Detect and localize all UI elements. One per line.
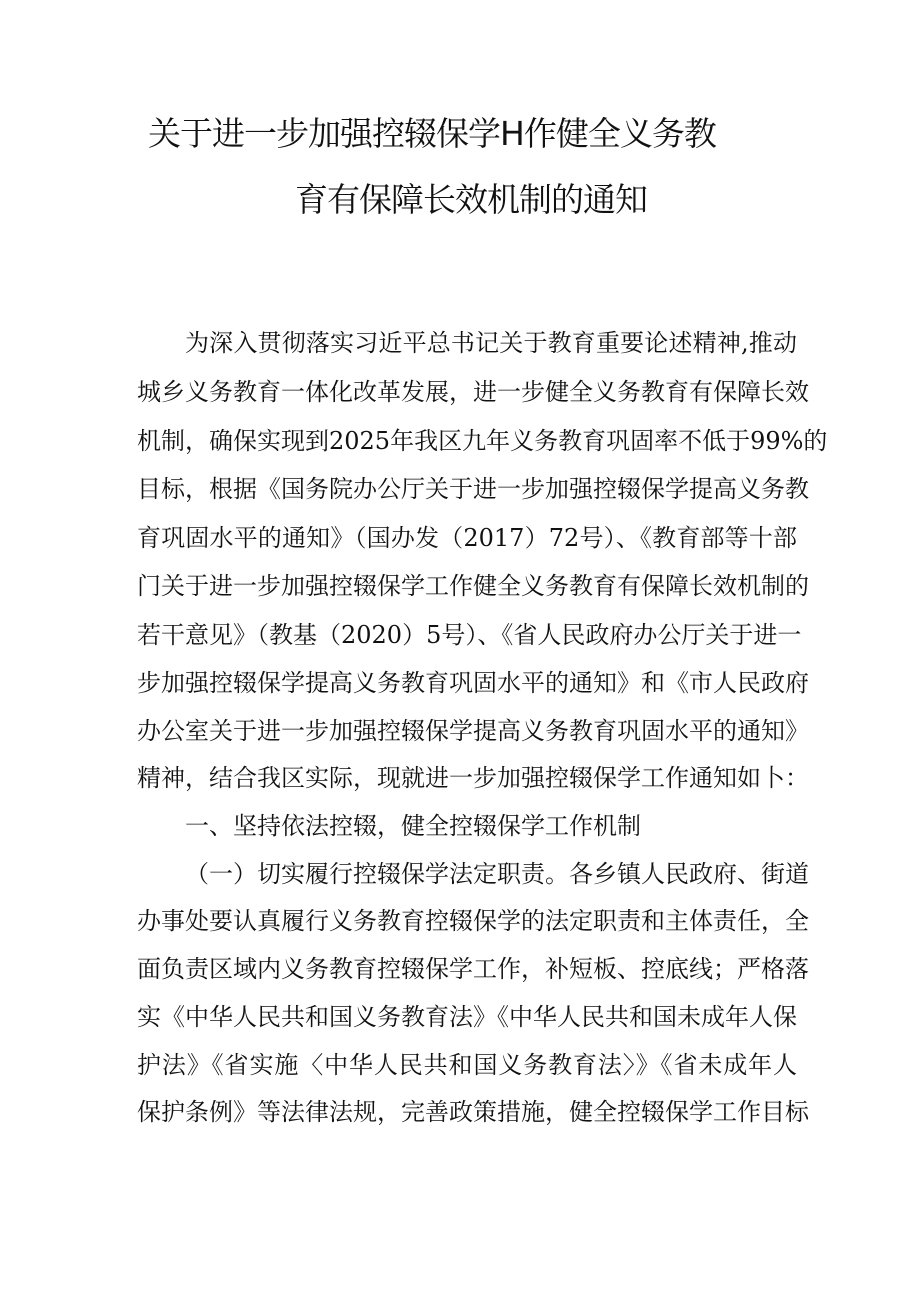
document-title-line-1: 关于进一步加强控辍保学H作健全义务教 — [148, 114, 716, 153]
section-heading-1: 一、坚持依法控辍，健全控辍保学工作机制 — [185, 812, 641, 840]
paragraph-1-line-9: 办公室关于进一步加强控辍保学提高义务教育巩固水平的通知》 — [137, 717, 809, 745]
paragraph-2-line-6: 保护条例》等法律法规，完善政策措施，健全控辍保学工作目标 — [137, 1098, 809, 1126]
paragraph-2-line-3: 面负责区域内义务教育控辍保学工作，补短板、控底线；严格落 — [137, 955, 809, 983]
paragraph-1-line-4: 目标，根据《国务院办公厅关于进一步加强控辍保学提高义务教 — [137, 475, 809, 503]
paragraph-2-line-2: 办事处要认真履行义务教育控辍保学的法定职责和主体责任，全 — [137, 907, 809, 935]
paragraph-1-line-2: 城乡义务教育一体化改革发展，进一步健全义务教育有保障长效 — [137, 378, 809, 406]
paragraph-2-line-1: （一）切实履行控辍保学法定职责。各乡镇人民政府、街道 — [185, 860, 809, 888]
document-title-line-2: 育有保障长效机制的通知 — [295, 180, 647, 219]
paragraph-1-line-5: 育巩固水平的通知》（国办发（2017）72号）、《教育部等十部 — [137, 524, 797, 552]
paragraph-1-line-7: 若干意见》（教基（2020）5号）、《省人民政府办公厅关于进一 — [137, 621, 802, 649]
paragraph-1-line-8: 步加强控辍保学提高义务教育巩固水平的通知》和《市人民政府 — [137, 669, 809, 697]
paragraph-1-line-6: 门关于进一步加强控辍保学工作健全义务教育有保障长效机制的 — [137, 572, 809, 600]
paragraph-1-line-3: 机制，确保实现到2025年我区九年义务教育巩固率不低于99%的 — [137, 427, 828, 455]
paragraph-2-line-4: 实《中华人民共和国义务教育法》《中华人民共和国未成年人保 — [137, 1003, 797, 1031]
paragraph-1-line-10: 精神，结合我区实际，现就进一步加强控辍保学工作通知如卜： — [137, 764, 809, 792]
paragraph-2-line-5: 护法》《省实施〈中华人民共和国义务教育法〉》《省未成年人 — [137, 1051, 797, 1079]
paragraph-1-line-1: 为深入贯彻落实习近平总书记关于教育重要论述精神,推动 — [185, 329, 797, 357]
